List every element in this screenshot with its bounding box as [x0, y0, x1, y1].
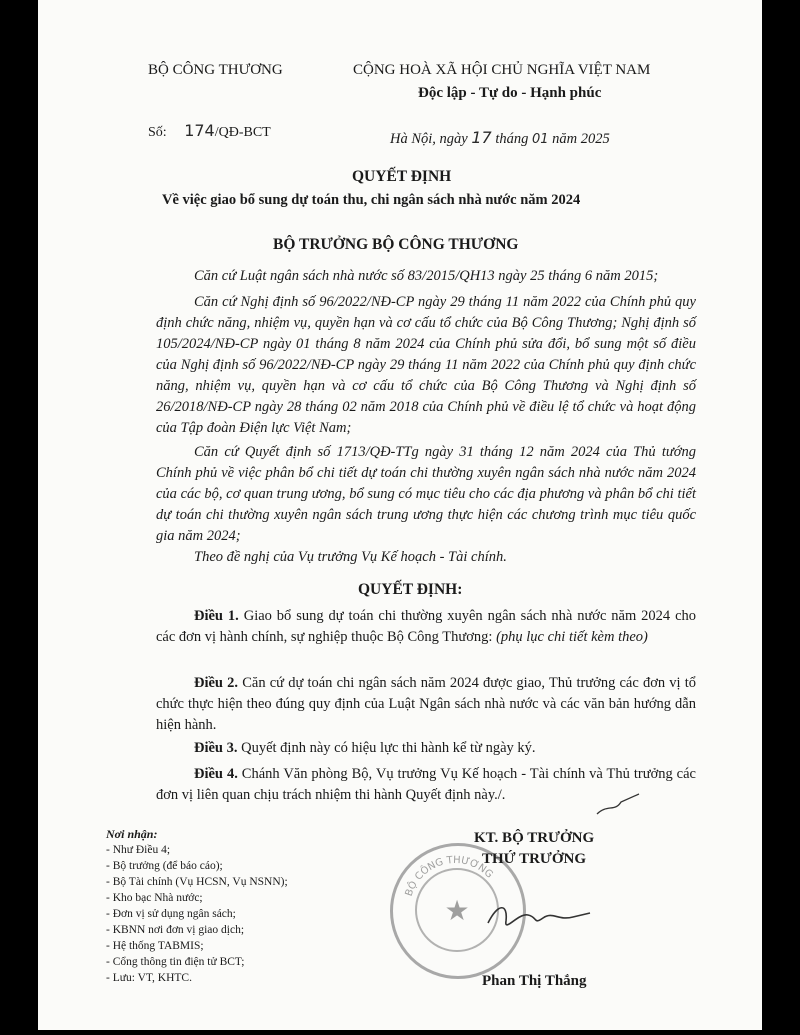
- article-3: [156, 738, 696, 759]
- decision-title: QUYẾT ĐỊNH: [352, 168, 452, 185]
- decision-heading: QUYẾT ĐỊNH:: [358, 581, 463, 598]
- handwritten-signature: [478, 893, 598, 943]
- article-text: Căn cứ dự toán chi ngân sách năm 2024 được giao, Thủ trưởng các đơn vị tổ chức thực hiện theo đúng quy định của Luật Ngân sách nhà nước và các văn bản hướng dẫn hiện hành.: [156, 675, 697, 733]
- signer-name: Phan Thị Thắng: [482, 973, 587, 989]
- recipient-item: - Lưu: VT, KHTC.: [106, 972, 192, 984]
- article-label: Điều 2.: [194, 675, 239, 691]
- country-name: CỘNG HOÀ XÃ HỘI CHỦ NGHĨA VIỆT NAM: [353, 62, 651, 78]
- article-text: Quyết định này có hiệu lực thi hành kể từ ngày ký.: [241, 740, 536, 756]
- recipients-heading: Nơi nhận:: [106, 827, 158, 841]
- date-month-prefix: tháng: [495, 131, 529, 147]
- article-label: Điều 3.: [194, 740, 238, 756]
- article-note: (phụ lục chi tiết kèm theo): [496, 629, 648, 645]
- ministry-name: BỘ CÔNG THƯƠNG: [148, 62, 283, 78]
- preamble-3: Căn cứ Quyết định số 1713/QĐ-TTg ngày 31 tháng 12 năm 2024 của Thủ tướng Chính phủ về việc phân bổ chi tiết dự toán chi thường xuyên ngân sách nhà nước năm 2024 của các bộ, cơ quan trung ương, bổ sung có mục tiêu cho các địa phương và phân bổ chi tiết dự toán chi thường xuyên ngân sách trung ương thực hiện các chương trình mục tiêu quốc gia năm 2024;: [156, 444, 696, 544]
- issue-date: [390, 128, 610, 148]
- date-prefix: Hà Nội, ngày: [390, 131, 468, 147]
- article-text: Giao bổ sung dự toán chi thường xuyên ngân sách nhà nước năm 2024 cho các đơn vị hành chính, sự nghiệp thuộc Bộ Công Thương:: [156, 608, 697, 645]
- article-label: Điều 1.: [194, 608, 239, 624]
- article-2: [156, 673, 696, 736]
- document-page: [38, 0, 762, 1030]
- signature-subtitle: THỨ TRƯỞNG: [482, 851, 587, 867]
- number-suffix: /QĐ-BCT: [214, 125, 271, 140]
- preamble-1: Căn cứ Luật ngân sách nhà nước số 83/2015/QH13 ngày 25 tháng 6 năm 2015;: [194, 268, 659, 284]
- date-month: 01: [532, 132, 549, 147]
- recipient-item: - Đơn vị sử dụng ngân sách;: [106, 908, 236, 920]
- recipient-item: - Hệ thống TABMIS;: [106, 940, 204, 952]
- recipient-item: - KBNN nơi đơn vị giao dịch;: [106, 924, 245, 936]
- star-icon: ★: [444, 894, 470, 927]
- recipient-item: - Bộ Tài chính (Vụ HCSN, Vụ NSNN);: [106, 876, 288, 888]
- handwritten-mark: [593, 790, 643, 820]
- recipient-item: - Cổng thông tin điện tử BCT;: [106, 956, 245, 968]
- seal-text: BỘ CÔNG THƯƠNG: [403, 854, 495, 898]
- date-year: năm 2025: [552, 131, 610, 147]
- issuing-authority: BỘ TRƯỞNG BỘ CÔNG THƯƠNG: [273, 236, 519, 253]
- decision-number: [148, 121, 271, 141]
- recipient-item: - Kho bạc Nhà nước;: [106, 892, 203, 904]
- signature-title: KT. BỘ TRƯỞNG: [474, 830, 595, 846]
- recipient-item: - Bộ trưởng (để báo cáo);: [106, 860, 223, 872]
- date-day: 17: [471, 128, 492, 147]
- recipient-item: - Như Điều 4;: [106, 844, 171, 856]
- preamble-4: Theo đề nghị của Vụ trưởng Vụ Kế hoạch - Tài chính.: [194, 549, 507, 565]
- article-1: [156, 606, 696, 648]
- preamble-2: Căn cứ Nghị định số 96/2022/NĐ-CP ngày 29 tháng 11 năm 2022 của Chính phủ quy định chức năng, nhiệm vụ, quyền hạn và cơ cấu tổ chức của Bộ Công Thương; Nghị định số 105/2024/NĐ-CP ngày 01 tháng 8 năm 2024 của Chính phủ sửa đổi, bổ sung một số điều của Nghị định số 96/2022/NĐ-CP ngày 29 tháng 11 năm 2022 của Chính phủ quy định chức năng, nhiệm vụ, quyền hạn và cơ cấu tổ chức của Bộ Công Thương và Nghị định số 26/2018/NĐ-CP ngày 28 tháng 02 năm 2018 của Chính phủ về điều lệ tổ chức và hoạt động của Tập đoàn Điện lực Việt Nam;: [156, 294, 696, 436]
- national-motto: Độc lập - Tự do - Hạnh phúc: [418, 85, 602, 101]
- number-prefix: Số:: [148, 125, 167, 140]
- number-value: 174: [184, 121, 215, 140]
- article-text: Chánh Văn phòng Bộ, Vụ trưởng Vụ Kế hoạch - Tài chính và Thủ trưởng các đơn vị liên quan chịu trách nhiệm thi hành Quyết định này./.: [156, 766, 696, 803]
- decision-subject: Về việc giao bổ sung dự toán thu, chi ngân sách nhà nước năm 2024: [162, 192, 581, 208]
- article-label: Điều 4.: [194, 766, 238, 782]
